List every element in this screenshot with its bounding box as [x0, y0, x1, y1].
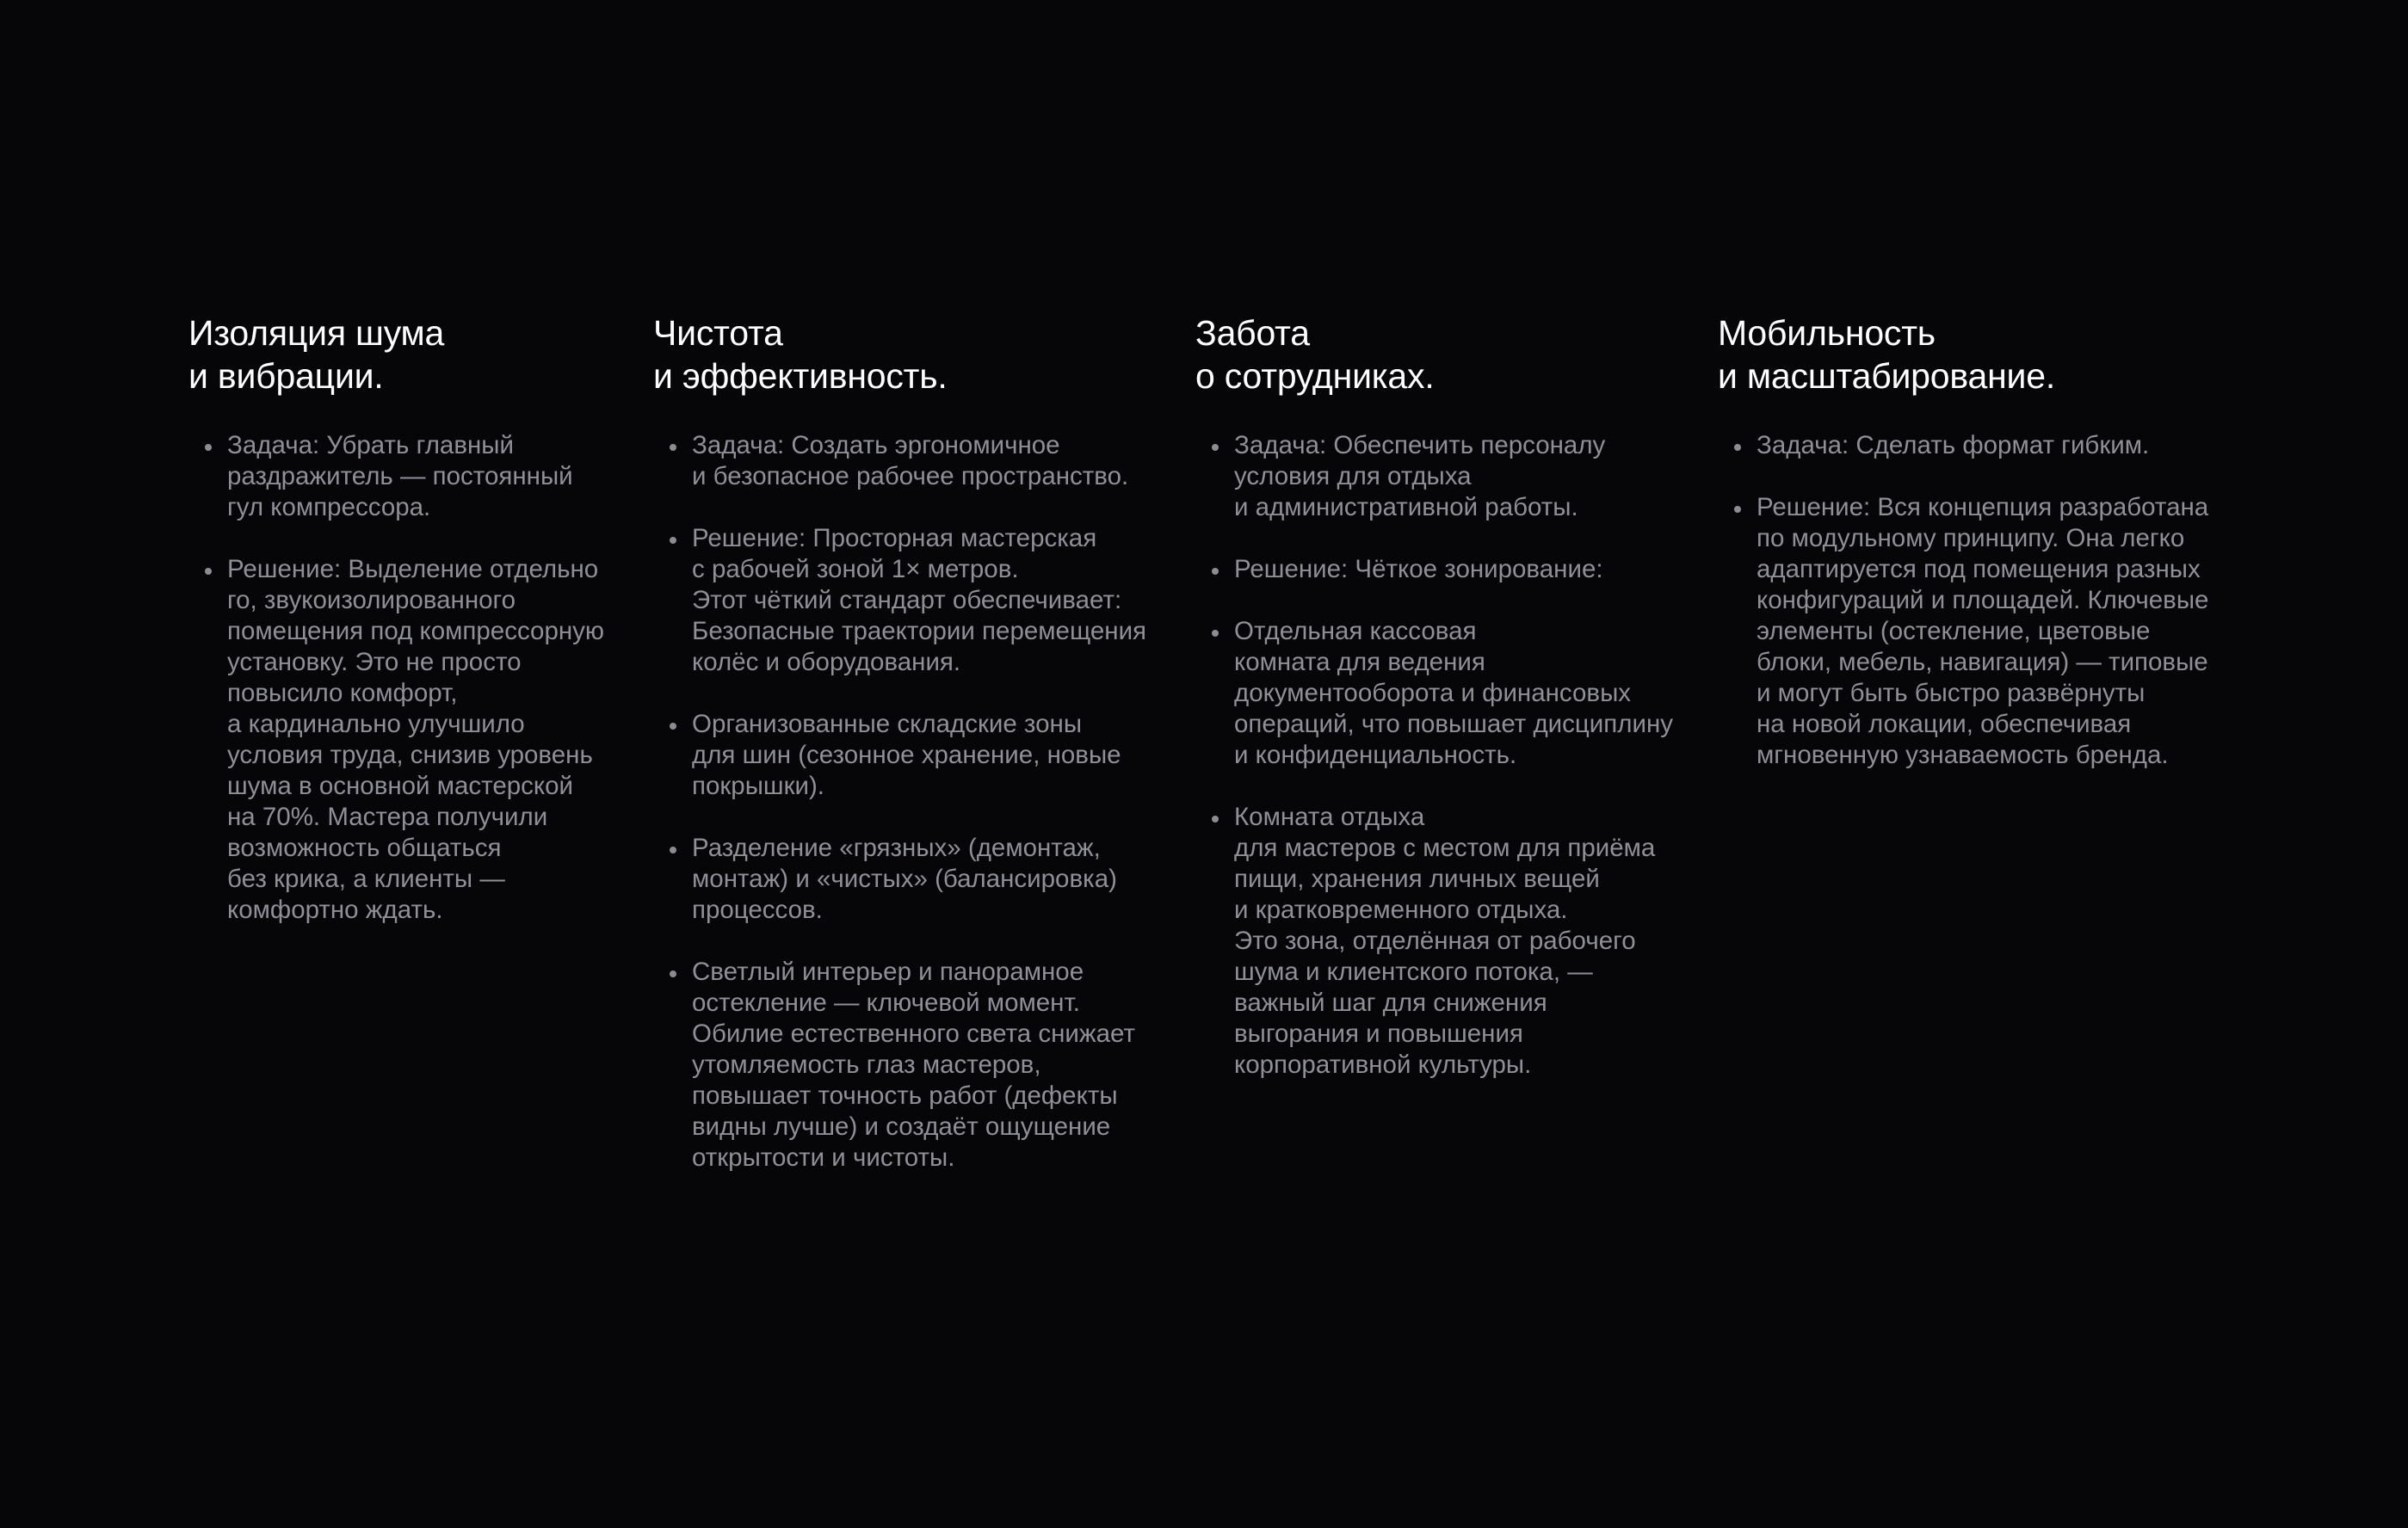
list-item	[653, 709, 1170, 802]
bullet-icon	[205, 568, 212, 575]
bullet-list	[188, 430, 636, 926]
list-item	[1718, 492, 2234, 771]
list-item	[188, 554, 636, 926]
list-item	[1195, 554, 1695, 585]
column-title	[1195, 311, 1695, 397]
item-text-line: и административной работы.	[1234, 493, 1578, 521]
item-text-line: покрышки).	[692, 772, 824, 800]
list-item	[1195, 616, 1695, 771]
column-staff-care	[1195, 311, 1695, 1112]
item-text-line: и могут быть быстро развёрнуты	[1757, 679, 2146, 707]
item-text-line: документооборота и финансовых	[1234, 679, 1632, 707]
item-text-line: комната для ведения	[1234, 648, 1485, 676]
item-text-line: раздражитель — постоянный	[227, 462, 573, 490]
bullet-icon	[670, 970, 676, 977]
item-text-line: шума и клиентского потока, —	[1234, 958, 1593, 986]
item-text-line: колёс и оборудования.	[692, 648, 961, 676]
item-text-line: утомляемость глаз мастеров,	[692, 1050, 1041, 1079]
item-text-line: Комната отдыха	[1234, 803, 1425, 831]
bullet-icon	[670, 723, 676, 730]
item-text-line: монтаж) и «чистых» (балансировка)	[692, 865, 1117, 893]
item-text-line: Этот чёткий стандарт обеспечивает:	[692, 586, 1122, 614]
item-text-line: процессов.	[692, 896, 823, 924]
item-text-line: Решение: Просторная мастерская	[692, 524, 1097, 552]
bullet-icon	[1212, 816, 1219, 823]
column-title-line: и масштабирование.	[1718, 356, 2056, 396]
item-text-line: Безопасные траектории перемещения	[692, 617, 1147, 645]
item-text-line: Задача: Обеспечить персоналу	[1234, 431, 1606, 459]
list-item	[188, 430, 636, 523]
item-text-line: остекление — ключевой момент.	[692, 989, 1080, 1017]
list-item	[653, 957, 1170, 1174]
item-text-line: повысило комфорт,	[227, 679, 458, 707]
item-text-line: для мастеров с местом для приёма	[1234, 834, 1656, 862]
item-text-line: возможность общаться	[227, 834, 502, 862]
item-text-line: адаптируется под помещения разных	[1757, 555, 2201, 583]
item-text-line: блоки, мебель, навигация) — типовые	[1757, 648, 2208, 676]
item-text-line: операций, что повышает дисциплину	[1234, 710, 1673, 738]
item-text-line: мгновенную узнаваемость бренда.	[1757, 741, 2169, 769]
column-title-line: о сотрудниках.	[1195, 356, 1435, 396]
item-text-line: условия для отдыха	[1234, 462, 1472, 490]
bullet-icon	[1212, 630, 1219, 637]
list-item	[653, 833, 1170, 926]
bullet-list	[1718, 430, 2234, 771]
item-text-line: Задача: Создать эргономичное	[692, 431, 1060, 459]
bullet-icon	[1212, 568, 1219, 575]
item-text-line: с рабочей зоной 1× метров.	[692, 555, 1019, 583]
item-text-line: а кардинально улучшило	[227, 710, 525, 738]
item-text-line: условия труда, снизив уровень	[227, 741, 593, 769]
item-text-line: Решение: Выделение отдельно	[227, 555, 599, 583]
item-text-line: и безопасное рабочее пространство.	[692, 462, 1129, 490]
item-text-line: помещения под компрессорную	[227, 617, 605, 645]
list-item	[653, 523, 1170, 678]
item-text-line: на 70%. Мастера получили	[227, 803, 548, 831]
item-text-line: без крика, а клиенты —	[227, 865, 505, 893]
bullet-icon	[1734, 444, 1741, 451]
item-text-line: для шин (сезонное хранение, новые	[692, 741, 1121, 769]
item-text-line: по модульному принципу. Она легко	[1757, 524, 2185, 552]
column-title	[653, 311, 1170, 397]
item-text-line: выгорания и повышения	[1234, 1020, 1523, 1048]
column-title-line: Забота	[1195, 313, 1310, 353]
item-text-line: конфигураций и площадей. Ключевые	[1757, 586, 2209, 614]
item-text-line: видны лучше) и создаёт ощущение	[692, 1112, 1111, 1141]
column-mobility	[1718, 311, 2234, 802]
bullet-icon	[670, 537, 676, 544]
item-text-line: комфортно ждать.	[227, 896, 443, 924]
item-text-line: Решение: Вся концепция разработана	[1757, 493, 2209, 521]
column-title	[1718, 311, 2234, 397]
bullet-icon	[1734, 506, 1741, 513]
item-text-line: Отдельная кассовая	[1234, 617, 1477, 645]
item-text-line: гул компрессора.	[227, 493, 431, 521]
item-text-line: го, звукоизолированного	[227, 586, 516, 614]
column-title	[188, 311, 636, 397]
column-title-line: и эффективность.	[653, 356, 948, 396]
bullet-icon	[1212, 444, 1219, 451]
item-text-line: на новой локации, обеспечивая	[1757, 710, 2132, 738]
item-text-line: и конфиденциальность.	[1234, 741, 1517, 769]
column-title-line: Чистота	[653, 313, 783, 353]
item-text-line: Обилие естественного света снижает	[692, 1020, 1135, 1048]
item-text-line: Организованные складские зоны	[692, 710, 1083, 738]
column-title-line: и вибрации.	[188, 356, 384, 396]
item-text-line: Задача: Сделать формат гибким.	[1757, 431, 2150, 459]
item-text-line: пищи, хранения личных вещей	[1234, 865, 1600, 893]
item-text-line: Разделение «грязных» (демонтаж,	[692, 834, 1101, 862]
bullet-icon	[670, 847, 676, 853]
bullet-list	[653, 430, 1170, 1174]
column-cleanliness	[653, 311, 1170, 1205]
list-item	[1718, 430, 2234, 461]
column-title-line: Изоляция шума	[188, 313, 445, 353]
item-text-line: элементы (остекление, цветовые	[1757, 617, 2151, 645]
item-text-line: и кратковременного отдыха.	[1234, 896, 1568, 924]
item-text-line: повышает точность работ (дефекты	[692, 1081, 1118, 1110]
list-item	[1195, 802, 1695, 1081]
bullet-icon	[670, 444, 676, 451]
item-text-line: важный шаг для снижения	[1234, 989, 1547, 1017]
list-item	[653, 430, 1170, 492]
item-text-line: Светлый интерьер и панорамное	[692, 958, 1084, 986]
column-title-line: Мобильность	[1718, 313, 1936, 353]
list-item	[1195, 430, 1695, 523]
item-text-line: корпоративной культуры.	[1234, 1050, 1532, 1079]
column-noise-isolation	[188, 311, 636, 957]
item-text-line: открытости и чистоты.	[692, 1143, 955, 1172]
item-text-line: шума в основной мастерской	[227, 772, 574, 800]
bullet-list	[1195, 430, 1695, 1081]
item-text-line: Задача: Убрать главный	[227, 431, 514, 459]
item-text-line: Это зона, отделённая от рабочего	[1234, 927, 1636, 955]
item-text-line: Решение: Чёткое зонирование:	[1234, 555, 1603, 583]
item-text-line: установку. Это не просто	[227, 648, 522, 676]
bullet-icon	[205, 444, 212, 451]
